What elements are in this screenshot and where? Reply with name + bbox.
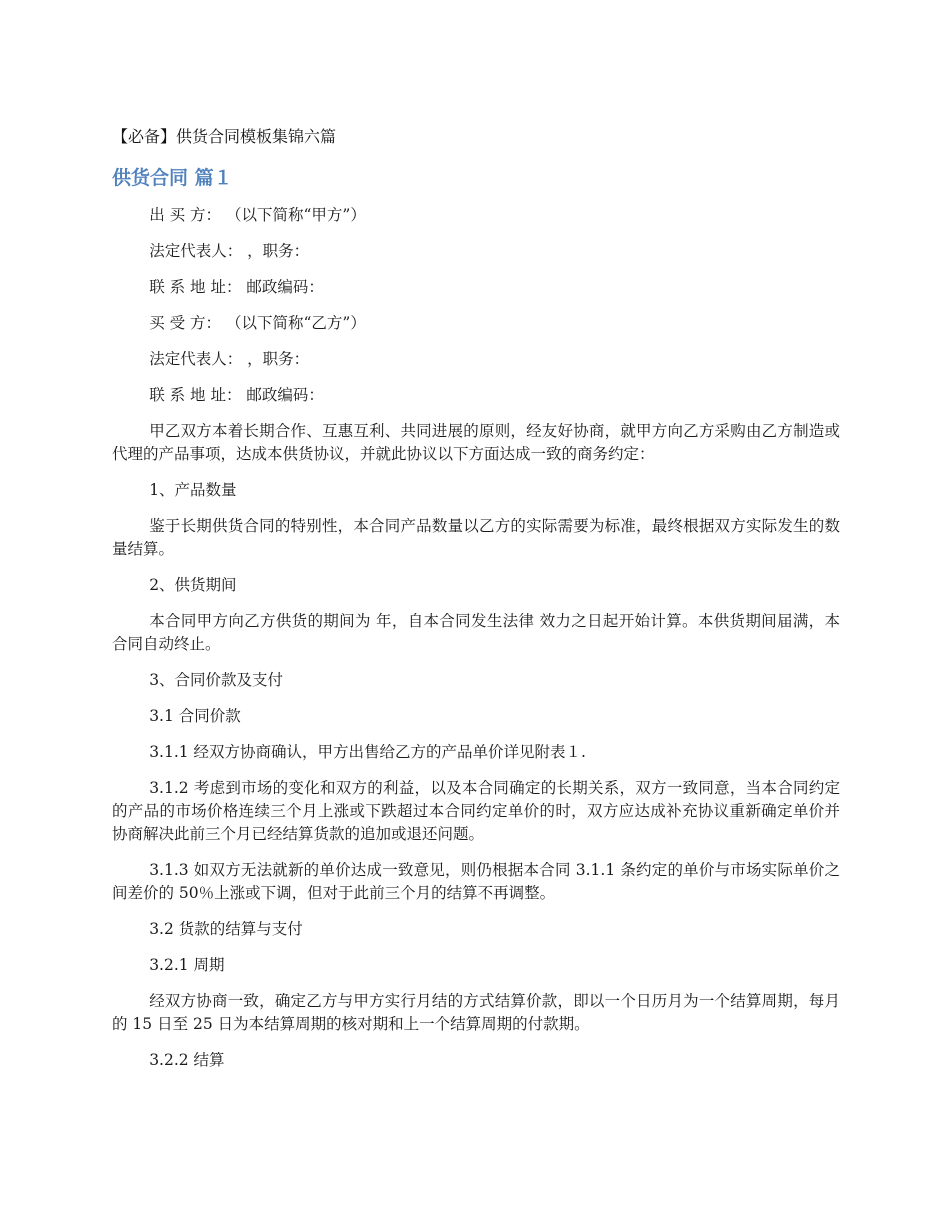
paragraph-3-1-3: 3.1.3 如双方无法就新的单价达成一致意见，则仍根据本合同 3.1.1 条约定的单价与市场实际单价之间差价的 50％上涨或下调，但对于此前三个月的结算不再调整。 [112, 861, 840, 902]
paragraph-buyer-address: 联 系 地 址： 邮政编码： [149, 386, 324, 404]
document-body [112, 204, 840, 1085]
section-heading: 供货合同 篇１ [112, 167, 233, 189]
clause-heading-quantity: 1、产品数量 [149, 481, 237, 499]
paragraph-3-1-2: 3.1.2 考虑到市场的变化和双方的利益，以及本合同确定的长期关系，双方一致同意，当本合同约定的产品的市场价格连续三个月上涨或下跌超过本合同约定单价的时，双方应达成补充协议重新确定单价并协商解决此前三个月已经结算货款的追加或退还问题。 [112, 779, 840, 843]
clause-heading-settlement-payment: 3.2 货款的结算与支付 [149, 920, 303, 938]
paragraph-quantity: 鉴于长期供货合同的特别性，本合同产品数量以乙方的实际需要为标准，最终根据双方实际发生的数量结算。 [112, 517, 840, 558]
paragraph-period: 本合同甲方向乙方供货的期间为 年，自本合同发生法律 效力之日起开始计算。本供货期间届满，本合同自动终止。 [112, 612, 840, 653]
paragraph-preamble: 甲乙双方本着长期合作、互惠互利、共同进展的原则，经友好协商，就甲方向乙方采购由乙方制造或代理的产品事项，达成本供货协议，并就此协议以下方面达成一致的商务约定： [112, 422, 840, 463]
paragraph-cycle: 经双方协商一致，确定乙方与甲方实行月结的方式结算价款，即以一个日历月为一个结算周期，每月的 15 日至 25 日为本结算周期的核对期和上一个结算周期的付款期。 [112, 992, 840, 1033]
paragraph-buyer-representative: 法定代表人： ，职务： [149, 350, 310, 368]
clause-heading-contract-price: 3.1 合同价款 [149, 707, 241, 725]
paragraph-seller-address: 联 系 地 址： 邮政编码： [149, 278, 324, 296]
paragraph-seller-representative: 法定代表人： ，职务： [149, 242, 310, 260]
document-title: 【必备】供货合同模板集锦六篇 [112, 127, 337, 146]
paragraph-buyer: 买 受 方： （以下简称“乙方”） [149, 314, 366, 332]
clause-heading-settlement: 3.2.2 结算 [149, 1051, 225, 1069]
clause-heading-price-payment: 3、合同价款及支付 [149, 671, 284, 689]
clause-heading-period: 2、供货期间 [149, 576, 237, 594]
paragraph-seller: 出 买 方： （以下简称“甲方”） [149, 206, 366, 224]
clause-heading-cycle: 3.2.1 周期 [149, 956, 225, 974]
paragraph-3-1-1: 3.1.1 经双方协商确认，甲方出售给乙方的产品单价详见附表１. [149, 743, 586, 761]
